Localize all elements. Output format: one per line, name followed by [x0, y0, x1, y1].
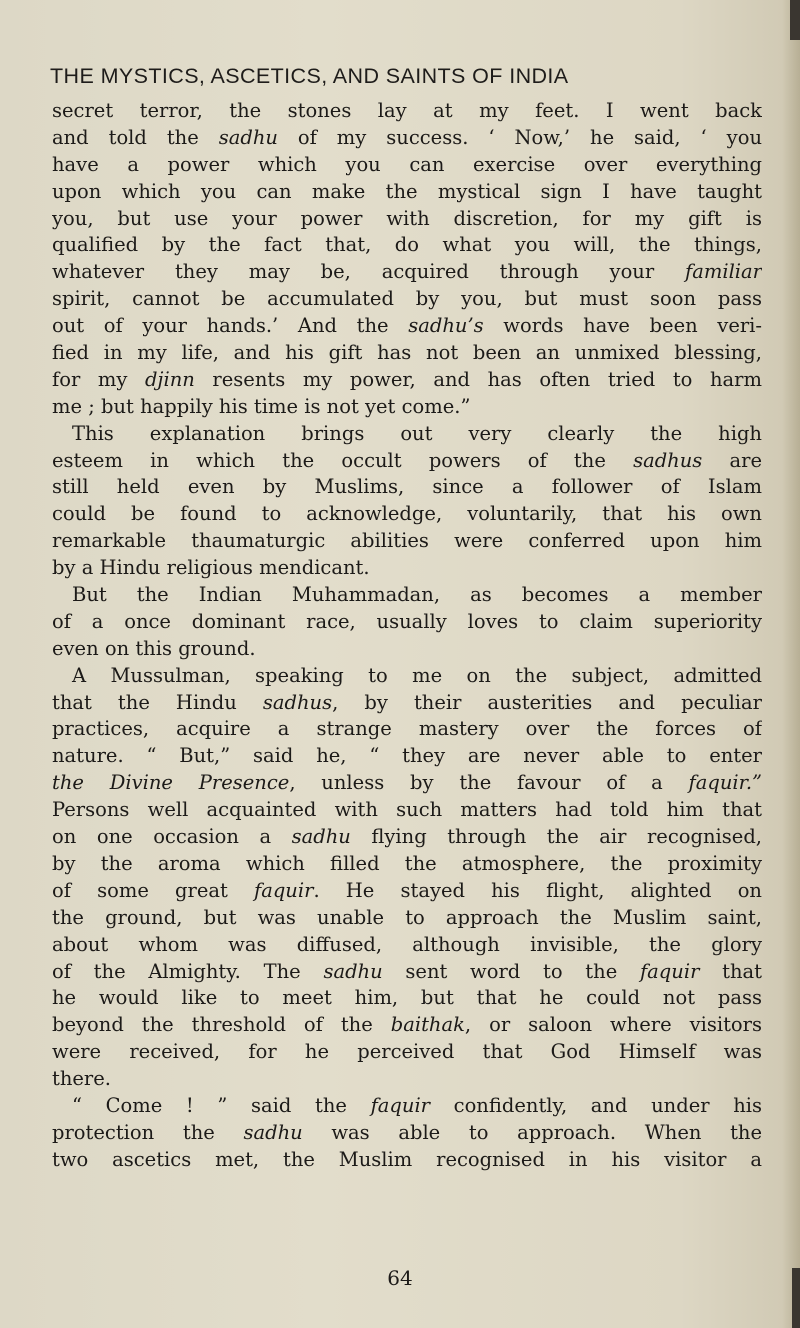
- text-line: you, but use your power with discretion, for my gift is: [52, 206, 762, 230]
- text-line: two ascetics met, the Muslim recognised in his visitor a: [52, 1147, 762, 1171]
- text-line: whatever they may be, acquired through your familiar: [52, 260, 762, 284]
- text-line: me ; but happily his time is not yet come.”: [52, 394, 471, 418]
- text-line: esteem in which the occult powers of the sadhus are: [52, 448, 762, 472]
- text-line: But the Indian Muhammadan, as becomes a member: [72, 583, 762, 607]
- text-line: he would like to meet him, but that he could not pass: [52, 986, 762, 1010]
- page-edge-shadow: [782, 0, 800, 1328]
- text-line: of some great faquir. He stayed his flight, alighted on: [52, 878, 762, 902]
- text-line: were received, for he perceived that God Himself was: [52, 1040, 762, 1064]
- text-line: beyond the threshold of the baithak, or saloon where visitors: [52, 1013, 762, 1037]
- text-line: still held even by Muslims, since a follower of Islam: [52, 475, 762, 499]
- text-line: even on this ground.: [52, 636, 256, 660]
- text-line: protection the sadhu was able to approach. When the: [52, 1120, 762, 1144]
- text-line: qualified by the fact that, do what you will, the things,: [52, 233, 762, 257]
- text-line: have a power which you can exercise over everything: [52, 152, 762, 176]
- text-line: of a once dominant race, usually loves to claim superiority: [52, 609, 762, 633]
- text-line: the Divine Presence, unless by the favour of a faquir.”: [52, 771, 762, 795]
- text-line: Persons well acquainted with such matters had told him that: [52, 798, 762, 822]
- text-line: by the aroma which filled the atmosphere, the proximity: [52, 851, 762, 875]
- text-line: of the Almighty. The sadhu sent word to the faquir that: [52, 959, 762, 983]
- text-line: This explanation brings out very clearly the high: [72, 421, 762, 445]
- text-line: spirit, cannot be accumulated by you, but must soon pass: [52, 287, 762, 311]
- body-text: [52, 98, 762, 1174]
- page-number: 64: [387, 1266, 413, 1290]
- text-line: remarkable thaumaturgic abilities were conferred upon him: [52, 529, 762, 553]
- text-line: there.: [52, 1067, 111, 1091]
- text-line: about whom was diffused, although invisible, the glory: [52, 932, 762, 956]
- text-line: out of your hands.’ And the sadhu’s words have been veri-: [52, 314, 762, 338]
- page-corner-mark: [790, 0, 800, 40]
- text-line: “ Come ! ” said the faquir confidently, and under his: [72, 1093, 762, 1117]
- text-line: fied in my life, and his gift has not been an unmixed blessing,: [52, 341, 762, 365]
- text-line: and told the sadhu of my success. ‘ Now,’ he said, ‘ you: [52, 125, 762, 149]
- text-line: practices, acquire a strange mastery over the forces of: [52, 717, 762, 741]
- text-line: the ground, but was unable to approach the Muslim saint,: [52, 905, 762, 929]
- text-line: that the Hindu sadhus, by their austerities and peculiar: [52, 690, 762, 714]
- text-line: could be found to acknowledge, voluntarily, that his own: [52, 502, 762, 526]
- text-line: by a Hindu religious mendicant.: [52, 556, 370, 580]
- text-line: on one occasion a sadhu flying through the air recognised,: [52, 825, 762, 849]
- text-line: upon which you can make the mystical sign I have taught: [52, 179, 762, 203]
- text-line: for my djinn resents my power, and has often tried to harm: [52, 367, 762, 391]
- running-head: THE MYSTICS, ASCETICS, AND SAINTS OF INDIA: [50, 64, 569, 88]
- text-line: nature. “ But,” said he, “ they are never able to enter: [52, 744, 762, 768]
- text-line: A Mussulman, speaking to me on the subject, admitted: [72, 663, 762, 687]
- text-line: secret terror, the stones lay at my feet. I went back: [52, 99, 762, 122]
